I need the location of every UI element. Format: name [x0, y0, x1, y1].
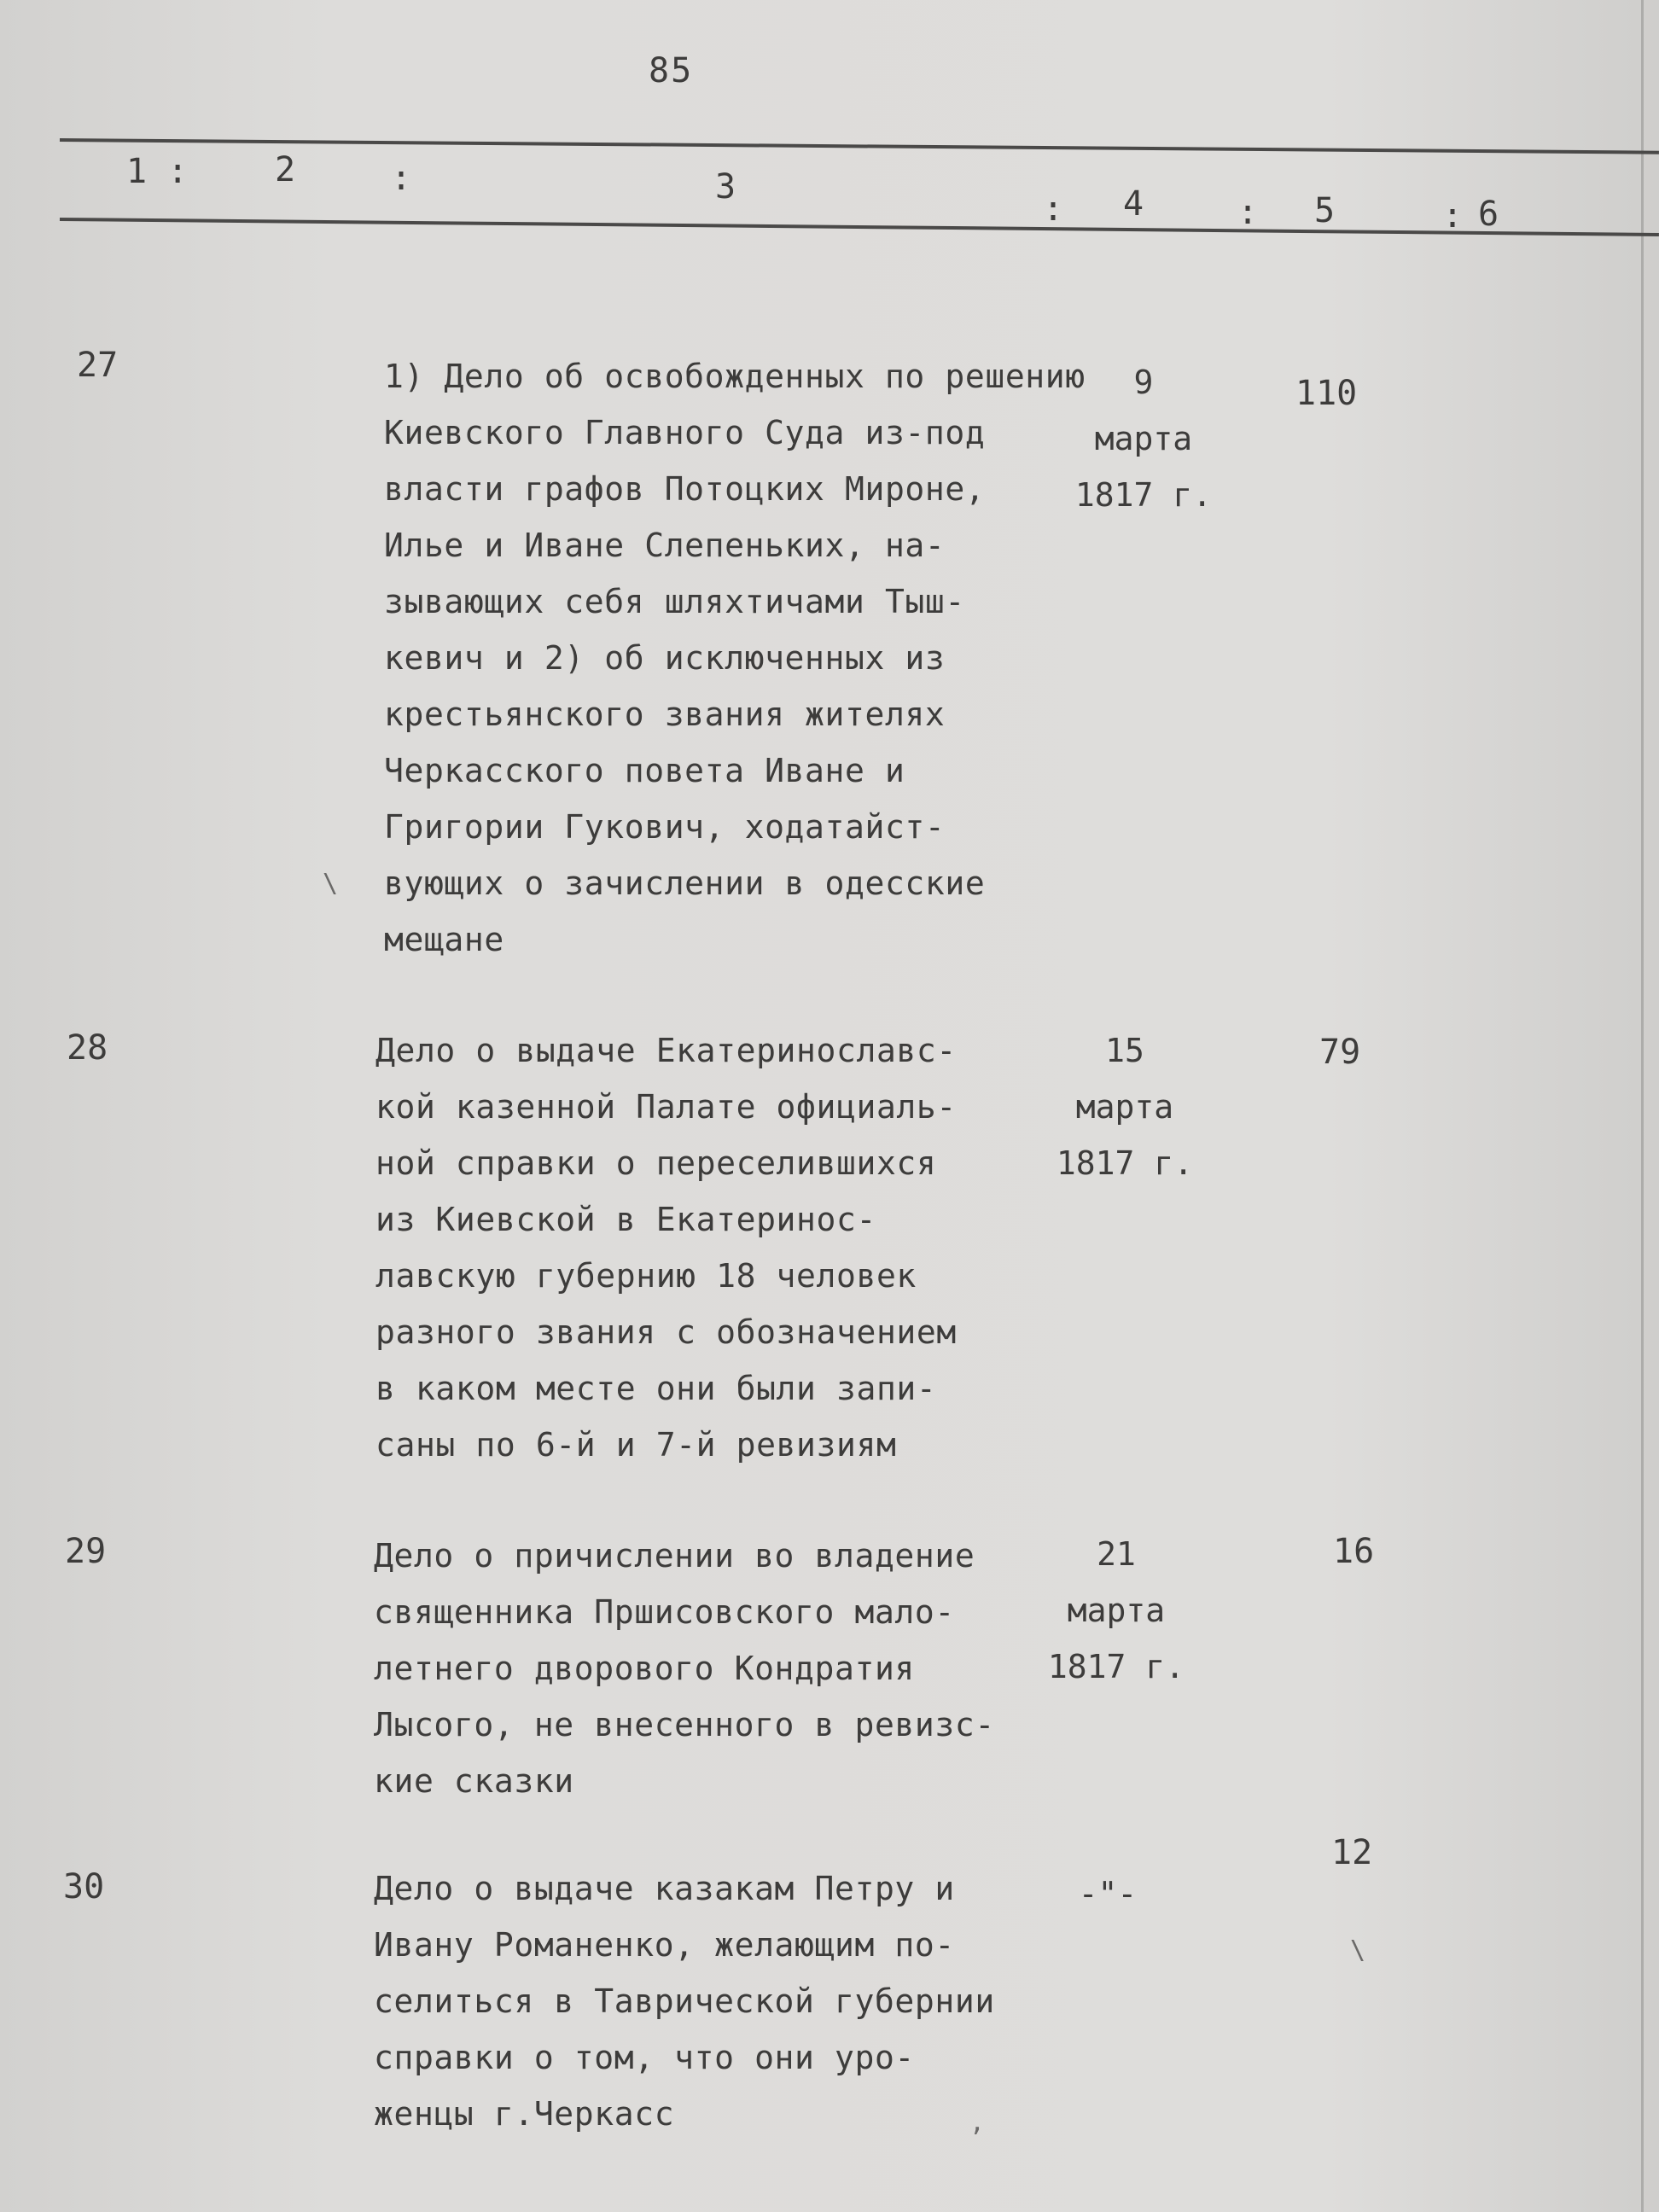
column-header-2: 2 [275, 150, 296, 189]
entry-date-ditto: -"- [1078, 1875, 1138, 1912]
header-rule-top [60, 138, 1659, 154]
column-header-3: 3 [715, 167, 736, 207]
header-rule-bottom [60, 218, 1659, 236]
column-header-4: 4 [1123, 184, 1144, 224]
column-separator: : [1043, 189, 1064, 229]
entry-number: 30 [63, 1867, 105, 1906]
column-separator: : [1442, 196, 1464, 236]
entry-description: Дело о выдаче Екатеринославс- кой казенной Палате официаль- ной справки о переселившихся из Киевской в Екатеринос- лавскую губернию 18 человек разного звания с обозначением в каком месте они были запи- саны по 6-й и 7-й ревизиям [375, 1032, 957, 1464]
entry-sheet-count: 16 [1333, 1532, 1375, 1571]
page-edge [1641, 0, 1644, 2212]
entry-date: 15 марта 1817 г. [1056, 1032, 1194, 1182]
entry-sheet-count: 110 [1295, 374, 1358, 413]
column-header-1: 1 : [126, 152, 189, 191]
pencil-mark-icon: , [969, 2108, 986, 2138]
entry-description: Дело о причислении во владение священника Пршисовского мало- летнего дворового Кондратия Лысого, не внесенного в ревизс- кие сказки [374, 1537, 995, 1800]
column-header-6: 6 [1478, 195, 1499, 234]
column-separator: : [1237, 193, 1259, 232]
pencil-mark-icon: \ [1350, 1936, 1366, 1965]
entry-number: 28 [67, 1028, 108, 1068]
entry-number: 29 [65, 1532, 107, 1571]
column-separator: : [391, 159, 412, 198]
entry-sheet-count: 12 [1331, 1833, 1373, 1872]
pencil-mark-icon: \ [323, 869, 339, 899]
entry-number: 27 [77, 346, 119, 385]
entry-description: 1) Дело об освобожденных по решению Киевского Главного Суда из-под власти графов Потоцких Мироне, Илье и Иване Слепеньких, на- зывающих себя шляхтичами Тыш- кевич и 2) об исключенных из крестьянского звания жителях Черкасского повета Иване и Григории Гукович, ходатайст- вующих о зачислении в одесские мещане [384, 358, 1086, 958]
page-number: 85 [649, 51, 694, 90]
entry-date: 9 марта 1817 г. [1074, 364, 1213, 514]
entry-description: Дело о выдаче казакам Петру и Ивану Романенко, желающим по- селиться в Таврической губернии справки о том, что они уро- женцы г.Черкасс [374, 1870, 995, 2133]
entry-sheet-count: 79 [1319, 1033, 1361, 1072]
column-header-5: 5 [1314, 191, 1336, 230]
entry-date: 21 марта 1817 г. [1047, 1535, 1185, 1685]
